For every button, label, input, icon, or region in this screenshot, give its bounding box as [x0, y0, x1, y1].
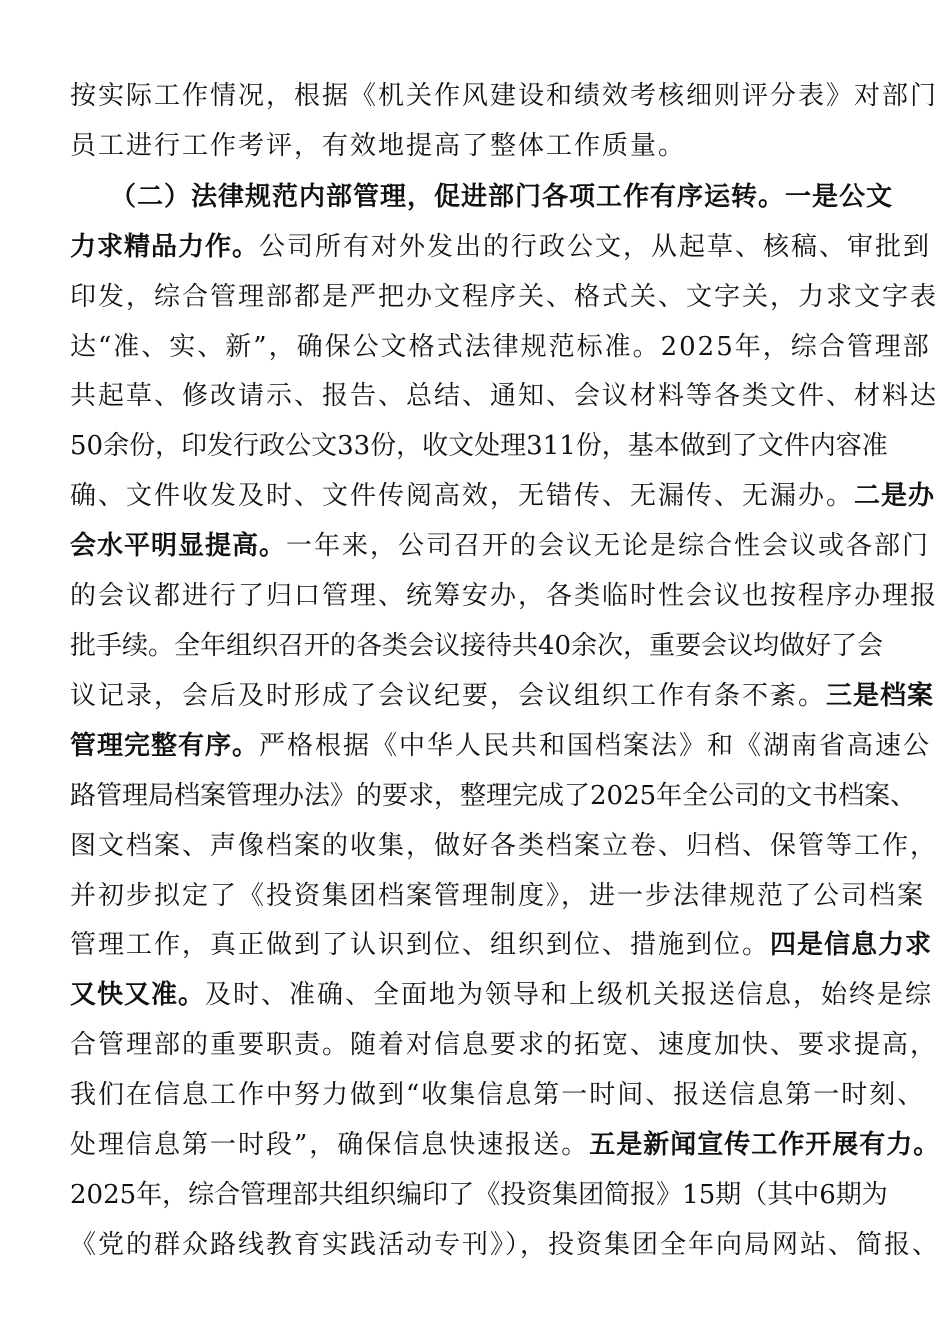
section-heading-line — [110, 177, 893, 217]
bold-run: 力求精品力作。 — [70, 232, 260, 262]
text-line — [70, 126, 686, 166]
text-line — [70, 426, 888, 466]
text-run: 管理工作，真正做到了认识到位、组织到位、措施到位。 — [70, 930, 771, 960]
text-line — [70, 626, 883, 666]
text-run: 合管理部的重要职责。随着对信息要求的拓宽、速度加快、要求提高， — [70, 1030, 939, 1060]
text-line — [70, 576, 938, 616]
text-line — [70, 1125, 940, 1165]
text-line — [70, 1075, 925, 1115]
text-run: 确、文件收发及时、文件传阅高效，无错传、无漏传、无漏办。 — [70, 481, 855, 511]
text-run: 印发，综合管理部都是严把办文程序关、格式关、文字关，力求文字表 — [70, 282, 939, 312]
text-run: 公司所有对外发出的行政公文，从起草、核稿、审批到 — [259, 232, 932, 262]
text-line — [70, 676, 934, 716]
text-run: 共起草、修改请示、报告、总结、通知、会议材料等各类文件、材料达 — [70, 381, 939, 411]
bold-run: 五是新闻宣传工作开展有力。 — [589, 1130, 941, 1160]
text-line — [70, 1025, 938, 1065]
text-line — [70, 327, 931, 367]
text-run: 达“准、实、新”，确保公文格式法律规范标准。2025年，综合管理部 — [70, 332, 931, 362]
text-line — [70, 476, 935, 516]
text-line — [70, 227, 931, 267]
text-run: 议记录，会后及时形成了会议纪要，会议组织工作有条不紊。 — [70, 681, 827, 711]
text-run: 严格根据《中华人民共和国档案法》和《湖南省高速公 — [259, 731, 932, 761]
text-run: 《党的群众路线教育实践活动专刊》），投资集团全年向局网站、简报、 — [70, 1230, 941, 1260]
section-heading: （二）法律规范内部管理，促进部门各项工作有序运转。一是公文 — [110, 182, 894, 212]
text-line — [70, 876, 925, 916]
bold-run: 又快又准。 — [70, 980, 206, 1010]
bold-run: 三是档案 — [826, 681, 935, 711]
bold-run: 管理完整有序。 — [70, 731, 260, 761]
text-run: 员工进行工作考评，有效地提高了整体工作质量。 — [70, 131, 687, 161]
text-run: 的会议都进行了归口管理、统筹安办，各类临时性会议也按程序办理报 — [70, 581, 939, 611]
text-line — [70, 277, 938, 317]
text-run: 并初步拟定了《投资集团档案管理制度》，进一步法律规范了公司档案 — [70, 881, 926, 911]
text-line — [70, 526, 930, 566]
text-line — [70, 1175, 888, 1215]
bold-run: 四是信息力求 — [770, 930, 933, 960]
text-run: 按实际工作情况，根据《机关作风建设和绩效考核细则评分表》对部门 — [70, 81, 939, 111]
text-run: 一年来，公司召开的会议无论是综合性会议或各部门 — [286, 531, 931, 561]
bold-run: 会水平明显提高。 — [70, 531, 287, 561]
text-run: 2025年，综合管理部共组织编印了《投资集团简报》15期（其中6期为 — [70, 1180, 888, 1210]
bold-run: 二是办 — [854, 481, 936, 511]
text-run: 路管理局档案管理办法》的要求，整理完成了2025年全公司的文书档案、 — [70, 781, 917, 811]
text-run: 我们在信息工作中努力做到“收集信息第一时间、报送信息第一时刻、 — [70, 1080, 926, 1110]
text-run: 及时、准确、全面地为领导和上级机关报送信息，始终是综 — [205, 980, 934, 1010]
text-run: 处理信息第一时段”，确保信息快速报送。 — [70, 1130, 590, 1160]
text-line — [70, 925, 932, 965]
text-line — [70, 1225, 940, 1265]
text-run: 批手续。全年组织召开的各类会议接待共40余次，重要会议均做好了会 — [70, 631, 884, 661]
text-line — [70, 76, 938, 116]
text-line — [70, 376, 938, 416]
text-line — [70, 726, 931, 766]
text-run: 50余份，印发行政公文33份，收文处理311份，基本做到了文件内容准 — [70, 431, 888, 461]
text-line — [70, 776, 916, 816]
text-run: 图文档案、声像档案的收集，做好各类档案立卷、归档、保管等工作， — [70, 831, 939, 861]
text-line — [70, 975, 933, 1015]
text-line — [70, 826, 938, 866]
